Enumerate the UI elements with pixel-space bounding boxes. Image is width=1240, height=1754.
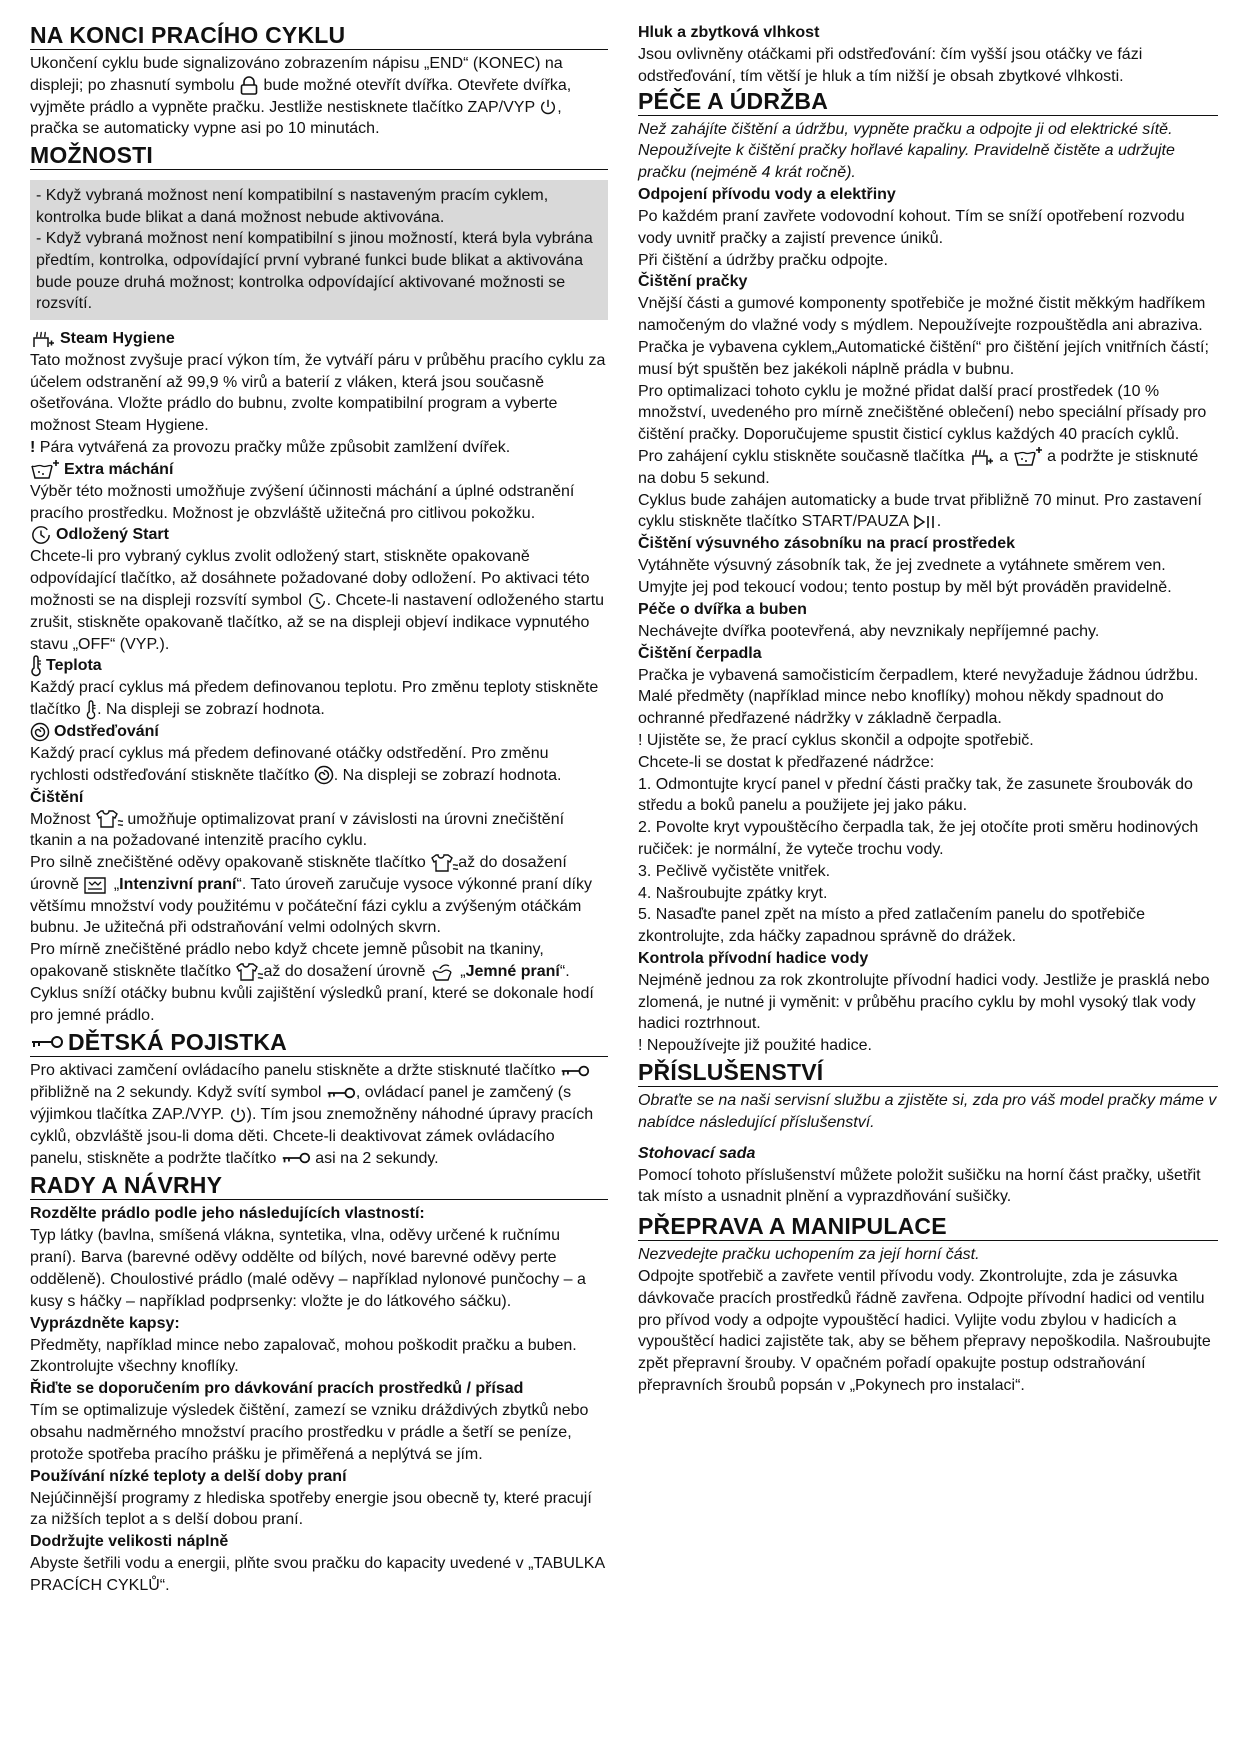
power-icon [539,98,557,116]
pump-step-4: 4. Našroubujte zpátky kryt. [638,884,828,902]
pump-step-1: 1. Odmontujte krycí panel v přední části pračky tak, že zasunete šroubovák do středu a boků panelu a použijete jej jako páku. [638,775,1193,815]
tips-dosing-heading: Řiďte se doporučením pro dávkování pracích prostředků / přísad [30,1380,524,1398]
pump-text-3: Chcete-li se dostat k předřazené nádržce: [638,753,935,771]
drawer-text: Vytáhněte výsuvný zásobník tak, že jej zvednete a vytáhnete směrem ven. Umyjte jej pod tekoucí vodou; tento postup by měl být prováděn pravidelně. [638,557,1172,596]
cleaning-text-3: Pro mírně znečištěné prádlo nebo když chcete jemně působit na tkaniny, opakovaně stiskněte tlačítko až do dosažení úrovně „Jemné praní“. Cyklus sníží otáčky bubnu kvůli zajištění výsledků praní, které se dokonale hodí pro jemné prádlo. [30,941,594,1024]
stacking-kit-text: Pomocí tohoto příslušenství můžete položit sušičku na horní část pračky, ušetřit tak místo a usnadnit plnění a vyprazdňování sušičky. [638,1166,1201,1206]
care-heading: PÉČE A ÚDRŽBA [638,88,1218,116]
spin-heading: Odstřeďování [30,721,608,743]
options-note-2: - Když vybraná možnost není kompatibilní s jinou možností, která byla vybrána předtím, kontrolka, odpovídající první vybrané funkci bude blikat a aktivována bude pouze druhá možnost; kontrolka odpovídající aktivované možnosti se rozsvítí. [36,230,593,313]
door-heading: Péče o dvířka a buben [638,600,807,618]
accessories-heading: PŘÍSLUŠENSTVÍ [638,1059,1218,1087]
washer-cleaning-text-1: Vnější části a gumové komponenty spotřebiče je možné čistit měkkým hadříkem namočeným do vlažné vody s mýdlem. Nepoužívejte rozpouštědla ani abraziva. [638,295,1206,335]
tips-dosing-text: Tím se optimalizuje výsledek čištění, zamezí se vzniku dráždivých zbytků nebo obsahu nadměrného množství pracího prostředku v prádle a šetří se peníze, protože spotřeba pracího prášku je přiměřená a neplýtvá se jím. [30,1402,589,1463]
right-column [638,22,1218,1397]
washer-cleaning-text-2: Pračka je vybavena cyklem„Automatické čištění“ pro čištění jejích vnitřních částí; musí být spuštěn bez jakékoli náplně prádla v bubnu. [638,338,1209,378]
delicate-wash-icon [430,962,456,982]
options-note [30,180,608,320]
tips-pockets-text: Předměty, například mince nebo zapalovač, mohou poškodit pračku a buben. Zkontrolujte všechny knoflíky. [30,1336,577,1376]
pump-text-1: Pračka je vybavená samočisticím čerpadlem, které nevyžaduje žádnou údržbu. Malé předměty (například mince nebo knoflíky) mohou někdy spadnout do ochranné předřazené nádržky v základně čerpadla. [638,666,1199,728]
pump-step-5: 5. Nasaďte panel zpět na místo a před zatlačením panelu do spotřebiče zkontrolujte, zda háčky zapadnou správně do drážek. [638,906,1146,946]
tips-heading: RADY A NÁVRHY [30,1172,608,1200]
transport-text: Odpojte spotřebič a zavřete ventil přívodu vody. Zkontrolujte, zda je zásuvka dávkovače pracích prostředků řádně zavřena. Odpojte přívodní hadici od ventilu pro přívod vody a odpojte vypouštěcí hadici. Vylijte vodu zbylou v hadicích a vypouštěcí hadici zajistěte tak, aby se během přepravy nepoškodila. Našroubujte zpět přepravní šrouby. V opačném pořadí opakujte postup odstraňování přepravních šroubů popsán v „Pokynech pro instalaci“. [638,1268,1211,1395]
hose-text-2: ! Nepoužívejte již použité hadice. [638,1037,872,1055]
disconnect-text-1: Po každém praní zavřete vodovodní kohout. Tím se sníží opotřebení rozvodu vody uvnitř pračky a zajistí prevence úniků. [638,207,1185,247]
soil-level-icon [95,809,123,829]
extra-rinse-heading: Extra máchání [30,459,608,481]
pump-heading: Čištění čerpadla [638,644,762,662]
tips-sort-heading: Rozdělte prádlo podle jeho následujících vlastností: [30,1205,425,1223]
key-icon [30,1033,64,1051]
key-icon [326,1085,356,1101]
temperature-text: Každý prací cyklus má předem definovanou teplotu. Pro změnu teploty stiskněte tlačítko . Na displeji se zobrazí hodnota. [30,679,599,719]
thermometer-icon [30,655,42,677]
stacking-kit-heading: Stohovací sada [638,1144,756,1162]
temperature-heading: Teplota [30,655,608,677]
tips-load-heading: Dodržujte velikosti náplně [30,1533,229,1551]
tips-load-text: Abyste šetřili vodu a energii, plňte svou pračku do kapacity uvedené v „TABULKA PRACÍCH CYKLŮ“. [30,1555,605,1595]
washer-cleaning-heading: Čištění pračky [638,273,748,291]
options-heading: MOŽNOSTI [30,142,608,170]
washer-cleaning-text-4: Pro zahájení cyklu stiskněte současně tlačítka a a podržte je stisknuté na dobu 5 sekund. [638,447,1199,487]
pump-step-3: 3. Pečlivě vyčistěte vnitřek. [638,862,831,880]
soil-level-icon [430,853,458,873]
tips-pockets-heading: Vyprázdněte kapsy: [30,1314,180,1332]
door-text: Nechávejte dvířka pootevřená, aby nevznikaly nepříjemné pachy. [638,622,1100,640]
hose-text-1: Nejméně jednou za rok zkontrolujte přívodní hadici vody. Jestliže je prasklá nebo zlomená, je nutné ji vyměnit: v průběhu pracího cyklu by mohl vysoký tlak vody hadici roztrhnout. [638,971,1210,1033]
tips-lowtemp-heading: Používání nízké teploty a delší doby praní [30,1467,347,1485]
end-of-cycle-heading: NA KONCI PRACÍHO CYKLU [30,22,608,50]
intensive-wash-icon [83,875,109,895]
delay-start-icon [307,592,327,610]
steam-hygiene-heading: Steam Hygiene [30,328,608,350]
spin-text: Každý prací cyklus má předem definované otáčky odstředění. Pro změnu rychlosti odstřeďování stiskněte tlačítko . Na displeji se zobrazí hodnota. [30,744,562,784]
child-lock-heading: DĚTSKÁ POJISTKA [30,1029,608,1057]
washer-cleaning-text-3: Pro optimalizaci tohoto cyklu je možné přidat další prací prostředek (10 % množství, uvedeného pro mírně znečištěné oblečení) nebo speciální přísady pro čištění pračky. Doporučujeme spustit čisticí cyklus každých 40 pracích cyklů. [638,382,1207,444]
delay-start-text: Chcete-li pro vybraný cyklus zvolit odložený start, stiskněte opakovaně odpovídající tlačítko, až dosáhnete požadované doby odložení. Po aktivaci této možnosti se na displeji rozsvítí symbol . Chcete-li nastavení odloženého startu zrušit, stiskněte opakovaně tlačítko, až se na displeji objeví indikace vypnutého stavu „OFF“ (VYP.). [30,548,605,653]
disconnect-text-2: Při čištění a údržby pračku odpojte. [638,251,888,269]
tips-lowtemp-text: Nejúčinnější programy z hlediska spotřeby energie jsou obecně ty, které pracují za nižších teplot a s delší dobou praní. [30,1489,592,1529]
hose-heading: Kontrola přívodní hadice vody [638,949,869,967]
child-lock-text: Pro aktivaci zamčení ovládacího panelu stiskněte a držte stisknuté tlačítko přibližně na 2 sekundy. Když svítí symbol , ovládací panel je zamčený (s výjimkou tlačítka ZAP./VYP. ). Tím jsou znemožněny náhodné úpravy pracích cyklů, obzvláště jsou-li doma děti. Chcete-li deaktivovat zámek ovládacího panelu, stiskněte a podržte tlačítko asi na 2 sekundy. [30,1062,594,1167]
disconnect-heading: Odpojení přívodu vody a elektřiny [638,185,896,203]
care-intro: Než zahájíte čištění a údržbu, vypněte pračku a odpojte ji od elektrické sítě. Nepoužívejte k čištění pračky hořlavé kapaliny. Pravidelně čistěte a udržujte pračku (nejméně 4 krát ročně). [638,120,1175,182]
end-of-cycle-text: Ukončení cyklu bude signalizováno zobrazením nápisu „END“ (KONEC) na displeji; po zhasnutí symbolu bude možné otevřít dvířka. Otevřete dvířka, vyjměte prádlo a vypněte pračku. Jestliže nestisknete tlačítko ZAP/VYP , pračka se automaticky vypne asi po 10 minutách. [30,55,572,138]
tips-sort-text: Typ látky (bavlna, smíšená vlákna, syntetika, vlna, oděvy určené k ručnímu praní). Barva (barevné oděvy oddělte od bílých, nové barevné oděvy perte odděleně). Choulostivé prádlo (malé oděvy – například nylonové punčochy – a kusy s háčky – například podprsenky: vložte je do látkového sáčku). [30,1227,586,1310]
transport-intro: Nezvedejte pračku uchopením za její horní část. [638,1246,980,1264]
delay-start-icon [30,525,52,545]
left-column [30,22,608,1597]
delay-start-heading: Odložený Start [30,524,608,546]
steam-hygiene-icon [969,447,995,467]
thermometer-icon [85,700,97,720]
power-icon [229,1106,247,1124]
options-note-1: - Když vybraná možnost není kompatibilní s nastaveným pracím cyklem, kontrolka bude blikat a daná možnost nebude aktivována. [36,187,549,226]
steam-hygiene-icon [30,329,56,349]
spin-icon [30,722,50,742]
cleaning-text-1: Možnost umožňuje optimalizovat praní v závislosti na úrovni znečištění tkanin a na požadované intenzitě pracího cyklu. [30,810,565,850]
cleaning-text-2: Pro silně znečištěné oděvy opakovaně stiskněte tlačítko až do dosažení úrovně „Intenzivní praní“. Tato úroveň zaručuje vysoce výkonné praní díky většímu množství vody použitému v počáteční fázi cyklu a zvýšeným otáčkám bubnu. Je užitečná při odstraňování velmi odolných skvrn. [30,854,592,937]
play-pause-icon [913,514,937,530]
extra-rinse-icon [1013,447,1043,467]
extra-rinse-icon [30,460,60,480]
noise-heading: Hluk a zbytková vlhkost [638,24,820,41]
key-icon [281,1150,311,1166]
steam-hygiene-text: Tato možnost zvyšuje prací výkon tím, že vytváří páru v průběhu pracího cyklu za účelem odstranění až 99,9 % virů a baterií z vláken, která jsou současně ošetřována. Vložte prádlo do bubnu, zvolte kompatibilní program a vyberte možnost Steam Hygiene. [30,351,606,435]
noise-text: Jsou ovlivněny otáčkami při odstřeďování: čím vyšší jsou otáčky ve fázi odstřeďování, tím větší je hluk a tím nižší je obsah zbytkové vlhkosti. [638,46,1143,85]
cleaning-heading: Čištění [30,788,84,806]
pump-text-2: ! Ujistěte se, že prací cyklus skončil a odpojte spotřebič. [638,731,1034,749]
drawer-heading: Čištění výsuvného zásobníku na prací prostředek [638,535,1015,553]
extra-rinse-text: Výběr této možnosti umožňuje zvýšení účinnosti máchání a úplné odstranění pracího prostředku. Možnost je obzvláště užitečná pro citlivou pokožku. [30,482,575,522]
pump-step-2: 2. Povolte kryt vypouštěcího čerpadla tak, že jej otočíte proti směru hodinových ručiček: je normální, že vyteče trochu vody. [638,819,1199,858]
accessories-intro: Obraťte se na naši servisní službu a zjistěte si, zda pro váš model pračky máme v nabídce následující příslušenství. [638,1092,1217,1131]
soil-level-icon [235,962,263,982]
door-lock-icon [239,76,259,96]
steam-warning: ! Pára vytvářená za provozu pračky může způsobit zamlžení dvířek. [30,438,511,456]
washer-cleaning-text-5: Cyklus bude zahájen automaticky a bude trvat přibližně 70 minut. Pro zastavení cyklu stiskněte tlačítko START/PAUZA . [638,491,1202,531]
key-icon [560,1063,590,1079]
spin-icon [314,765,334,785]
transport-heading: PŘEPRAVA A MANIPULACE [638,1213,1218,1241]
